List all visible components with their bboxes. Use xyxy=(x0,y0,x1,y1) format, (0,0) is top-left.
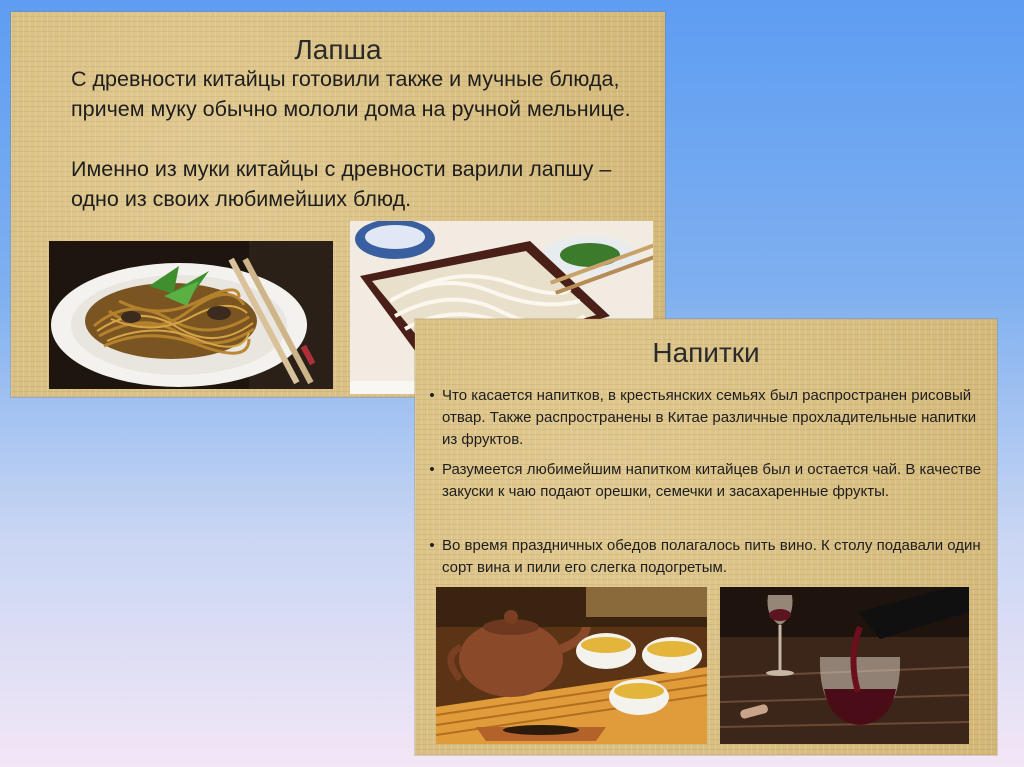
bullet-text: Во время праздничных обедов полагалось пить вино. К столу подавали один сорт вина и пили его слегка подогретым. xyxy=(442,537,981,576)
photo-red-wine xyxy=(720,587,969,744)
slide-title-drinks: Напитки xyxy=(652,337,760,368)
bullet-item xyxy=(425,385,990,451)
bullet-item xyxy=(425,459,990,503)
bullet-text: Разумеется любимейшим напитком китайцев был и остается чай. В качестве закуски к чаю подают орешки, семечки и засахаренные фрукты. xyxy=(442,461,982,500)
bullet-dot: • xyxy=(429,537,435,554)
bullet-dot: • xyxy=(429,461,435,478)
paragraph-2: Именно из муки китайцы с древности варили лапшу – одно из своих любимейших блюд. xyxy=(71,157,612,211)
photo-tea-set xyxy=(436,587,707,744)
paragraph-1: С древности китайцы готовили также и мучные блюда, причем муку обычно мололи дома на ручной мельнице. xyxy=(71,67,631,121)
bullet-item xyxy=(425,535,990,579)
bullet-dot: • xyxy=(429,387,435,404)
slide-title-noodles: Лапша xyxy=(294,34,382,65)
bullet-text: Что касается напитков, в крестьянских семьях был распространен рисовый отвар. Также распространены в Китае различные прохладительные напитки из фруктов. xyxy=(442,387,977,448)
photo-fried-noodles xyxy=(49,241,333,389)
slide-drinks xyxy=(415,319,997,755)
